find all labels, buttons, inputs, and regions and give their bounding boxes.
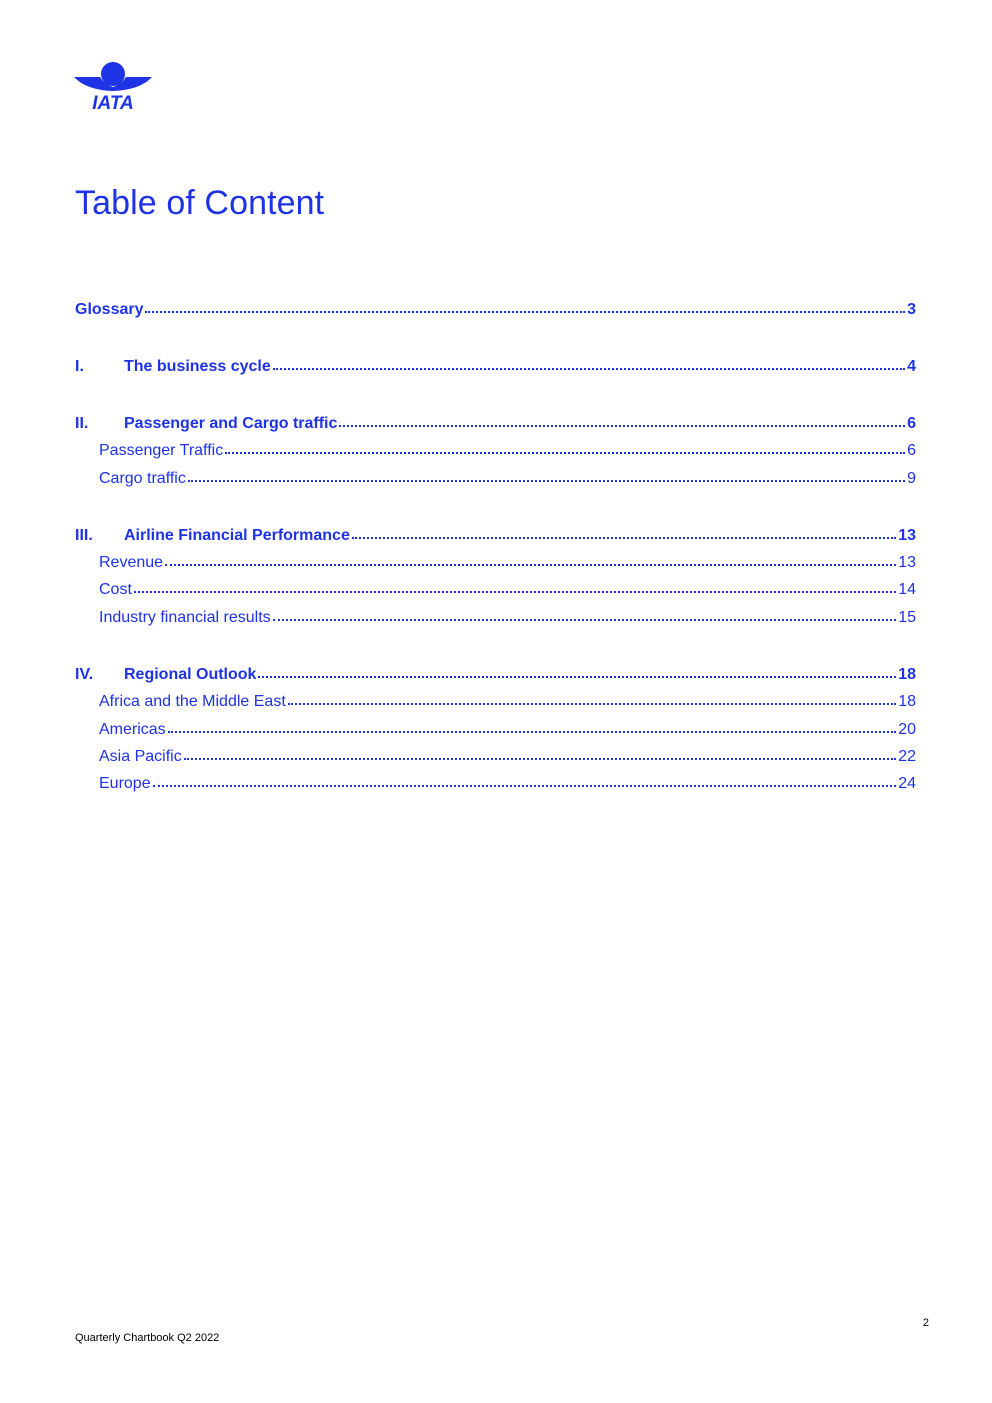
toc-entry-passenger-traffic[interactable] — [75, 439, 916, 461]
toc-leader — [352, 523, 896, 539]
toc-page: 6 — [907, 415, 916, 432]
toc-entry-cost[interactable] — [75, 578, 916, 600]
toc-leader — [168, 717, 897, 733]
toc-entry-cargo-traffic[interactable] — [75, 467, 916, 489]
toc-label: Passenger and Cargo traffic — [124, 415, 338, 432]
toc-leader — [153, 771, 897, 787]
toc-entry-europe[interactable] — [75, 772, 916, 794]
toc-leader — [258, 662, 896, 678]
toc-page: 9 — [907, 470, 916, 487]
toc-page: 18 — [898, 693, 916, 710]
toc-leader — [188, 466, 905, 482]
toc-leader — [288, 689, 896, 705]
toc-label: Africa and the Middle East — [99, 693, 286, 710]
toc-entry-business-cycle[interactable] — [75, 355, 916, 377]
toc-page: 13 — [898, 554, 916, 571]
toc-section-number: I. — [75, 358, 84, 375]
toc-leader — [225, 438, 905, 454]
toc-label: Revenue — [99, 554, 164, 571]
toc-label: Asia Pacific — [99, 748, 182, 765]
toc-label: Passenger Traffic — [99, 442, 224, 459]
toc-section-number: III. — [75, 527, 93, 544]
toc-label: Europe — [99, 775, 151, 792]
toc-page: 4 — [907, 358, 916, 375]
toc-leader — [273, 605, 897, 621]
toc-entry-glossary[interactable] — [75, 298, 916, 320]
toc-entry-passenger-cargo-traffic[interactable] — [75, 412, 916, 434]
toc-label: Americas — [99, 721, 166, 738]
toc-label: Regional Outlook — [124, 666, 257, 683]
page-title: Table of Content — [75, 184, 325, 222]
iata-logo-icon — [74, 60, 152, 112]
toc-entry-regional-outlook[interactable] — [75, 663, 916, 685]
toc-leader — [273, 354, 905, 370]
toc-entry-airline-financial-performance[interactable] — [75, 524, 916, 546]
toc-page: 22 — [898, 748, 916, 765]
toc-page: 14 — [898, 581, 916, 598]
toc-leader — [165, 550, 896, 566]
svg-text:IATA: IATA — [92, 93, 134, 112]
toc-page: 15 — [898, 609, 916, 626]
toc-leader — [145, 297, 905, 313]
toc-entry-industry-financial-results[interactable] — [75, 606, 916, 628]
toc-page: 24 — [898, 775, 916, 792]
toc-leader — [184, 744, 897, 760]
footer-text: Quarterly Chartbook Q2 2022 — [75, 1332, 220, 1344]
toc-entry-americas[interactable] — [75, 718, 916, 740]
toc-leader — [339, 411, 905, 427]
toc-entry-revenue[interactable] — [75, 551, 916, 573]
toc-entry-asia-pacific[interactable] — [75, 745, 916, 767]
toc-label: Industry financial results — [99, 609, 271, 626]
toc-page: 3 — [907, 301, 916, 318]
toc-page: 13 — [898, 527, 916, 544]
toc-page: 6 — [907, 442, 916, 459]
toc-label: Glossary — [75, 301, 144, 318]
toc-section-number: IV. — [75, 666, 94, 683]
toc-page: 20 — [898, 721, 916, 738]
toc-leader — [134, 577, 896, 593]
toc-page: 18 — [898, 666, 916, 683]
toc-label: The business cycle — [124, 358, 271, 375]
page-number: 2 — [922, 1317, 929, 1329]
toc-section-number: II. — [75, 415, 89, 432]
toc-label: Airline Financial Performance — [124, 527, 350, 544]
toc-entry-africa-middle-east[interactable] — [75, 690, 916, 712]
toc-label: Cargo traffic — [99, 470, 186, 487]
toc-label: Cost — [99, 581, 132, 598]
